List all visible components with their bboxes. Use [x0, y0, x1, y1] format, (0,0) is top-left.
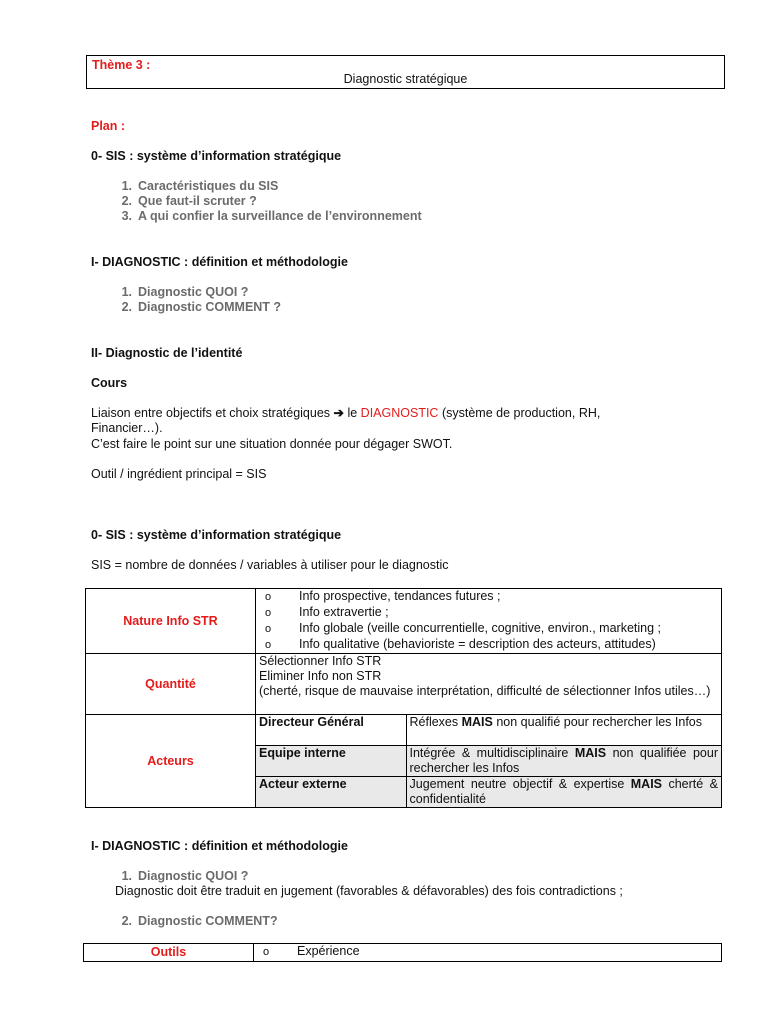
section-0-title: 0- SIS : système d’information stratégique — [91, 528, 342, 542]
table-row — [84, 944, 722, 962]
section-1-item-1-text: Diagnostic doit être traduit en jugement (favorables & défavorables) des fois contradictions ; — [115, 884, 623, 898]
arrow-right-icon: ➔ — [333, 406, 344, 420]
nature-items: o Info prospective, tendances futures ; o Info extravertie ; o Info globale (veille concurrentielle, cognitive, environ., marketing ; o Info qualitative (behavioriste = description des acteurs, attitudes) — [256, 589, 722, 654]
quantite-label: Quantité — [86, 654, 256, 715]
section-1-title: I- DIAGNOSTIC : définition et méthodologie — [91, 839, 348, 853]
cours-paragraph-3: Outil / ingrédient principal = SIS — [91, 467, 267, 481]
acteurs-label: Acteurs — [86, 715, 256, 808]
table-row: Equipe interne Intégrée & multidisciplinaire MAIS non qualifiée pour rechercher les Infos — [256, 746, 721, 777]
outils-items: o Expérience — [254, 944, 722, 962]
quantite-text: Sélectionner Info STR Eliminer Info non STR (cherté, risque de mauvaise interprétation, difficulté de sélectionner Infos utiles…) — [256, 654, 722, 715]
table-row: Acteur externe Jugement neutre objectif & expertise MAIS cherté & confidentialité — [256, 777, 721, 808]
plan-section-1-list — [107, 285, 281, 315]
theme-title: Diagnostic stratégique — [343, 72, 468, 86]
plan-section-0-list — [107, 179, 422, 224]
plan-section-0-title: 0- SIS : système d’information stratégique — [91, 149, 342, 163]
list-item: 2. Diagnostic COMMENT ? — [121, 300, 282, 314]
table-row — [86, 589, 722, 654]
theme-header-box — [86, 55, 725, 89]
plan-section-1-title: I- DIAGNOSTIC : définition et méthodologie — [91, 255, 348, 269]
acteurs-table — [256, 715, 721, 807]
cours-paragraph-1: Liaison entre objectifs et choix stratégiques ➔ le DIAGNOSTIC (système de production, RH, Financier…). — [91, 406, 601, 435]
table-row — [86, 654, 722, 715]
theme-label: Thème 3 : — [92, 58, 151, 72]
section-0-intro: SIS = nombre de données / variables à utiliser pour le diagnostic — [91, 558, 449, 572]
list-item: 1. Caractéristiques du SIS — [121, 179, 279, 193]
section-1-item-1: 1. Diagnostic QUOI ? — [121, 869, 249, 883]
outils-label: Outils — [84, 944, 254, 962]
table-row — [86, 715, 722, 808]
table-row: Directeur Général Réflexes MAIS non qualifié pour rechercher les Infos — [256, 715, 721, 746]
nature-label: Nature Info STR — [86, 589, 256, 654]
plan-label: Plan : — [91, 119, 126, 133]
plan-section-2-title: II- Diagnostic de l’identité — [91, 346, 243, 360]
sis-table — [85, 588, 722, 808]
diagnostic-highlight: DIAGNOSTIC — [360, 406, 439, 420]
list-item: 2. Que faut-il scruter ? — [121, 194, 257, 208]
list-item: 1. Diagnostic QUOI ? — [121, 285, 249, 299]
cours-label: Cours — [91, 376, 128, 390]
section-1-item-2: 2. Diagnostic COMMENT? — [121, 914, 278, 928]
outils-table — [83, 943, 722, 962]
list-item: 3. A qui confier la surveillance de l’environnement — [121, 209, 422, 223]
cours-paragraph-2: C’est faire le point sur une situation donnée pour dégager SWOT. — [91, 437, 453, 451]
